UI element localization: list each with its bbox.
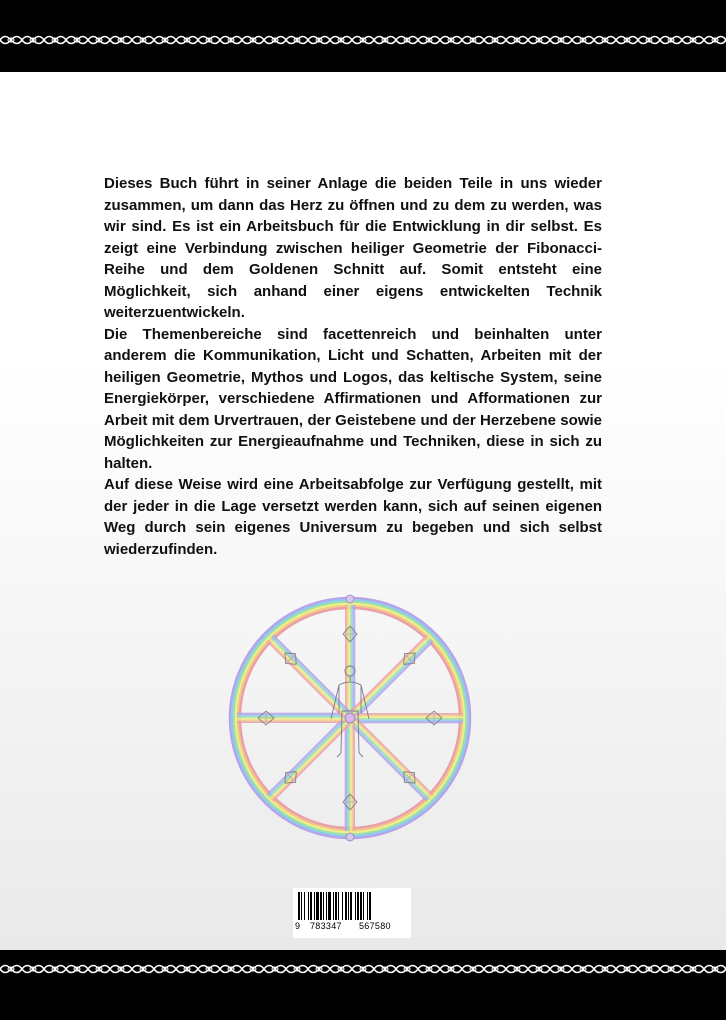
barcode-group-right: 567580	[359, 921, 391, 931]
bottom-decorative-band	[0, 950, 726, 1020]
rim-node-top	[346, 595, 354, 603]
back-cover-blurb	[104, 173, 602, 560]
rainbow-wheel-illustration	[225, 593, 475, 843]
blurb-paragraph-2: Die Themenbereiche sind facettenreich und beinhalten unter anderem die Kommunikation, Licht und Schatten, Arbeiten mit der heiligen Geometrie, Mythos und Logos, das keltische System, seine Energiekörper, verschiedene Affirmationen und Afformationen zur Arbeit mit dem Urvertrauen, der Geistebene und der Herzebene sowie Möglichkeiten zur Energieaufnahme und Techniken, diese in sich zu halten.	[104, 325, 602, 472]
barcode-group-left: 783347	[310, 921, 342, 931]
barcode-digit-first: 9	[295, 921, 301, 931]
celtic-knot-border-icon	[0, 962, 726, 976]
blurb-paragraph-1: Dieses Buch führt in seiner Anlage die beiden Teile in uns wieder zusammen, um dann das Herz zu öffnen und zu dem zu werden, was wir sind. Es ist ein Arbeitsbuch für die Entwicklung in dir selbst. Es zeigt eine Verbindung zwischen heiliger Geometrie der Fibonacci-Reihe und dem Goldenen Schnitt auf. Somit entsteht eine Möglichkeit, sich anhand einer eigens entwickelten Technik weiterzuentwickeln.	[104, 175, 602, 321]
wheel-hub	[345, 713, 355, 723]
blurb-paragraph-3: Auf diese Weise wird eine Arbeitsabfolge zur Verfügung gestellt, mit der jeder in die Lage versetzt werden kann, sich auf seinen eigenen Weg durch sein eigenes Universum zu begeben und sich selbst wiederzufinden.	[104, 476, 602, 558]
celtic-knot-border-icon	[0, 33, 726, 47]
rim-node-bottom	[346, 833, 354, 841]
isbn-barcode	[293, 888, 411, 938]
top-decorative-band	[0, 0, 726, 72]
barcode-graphic	[298, 892, 406, 924]
